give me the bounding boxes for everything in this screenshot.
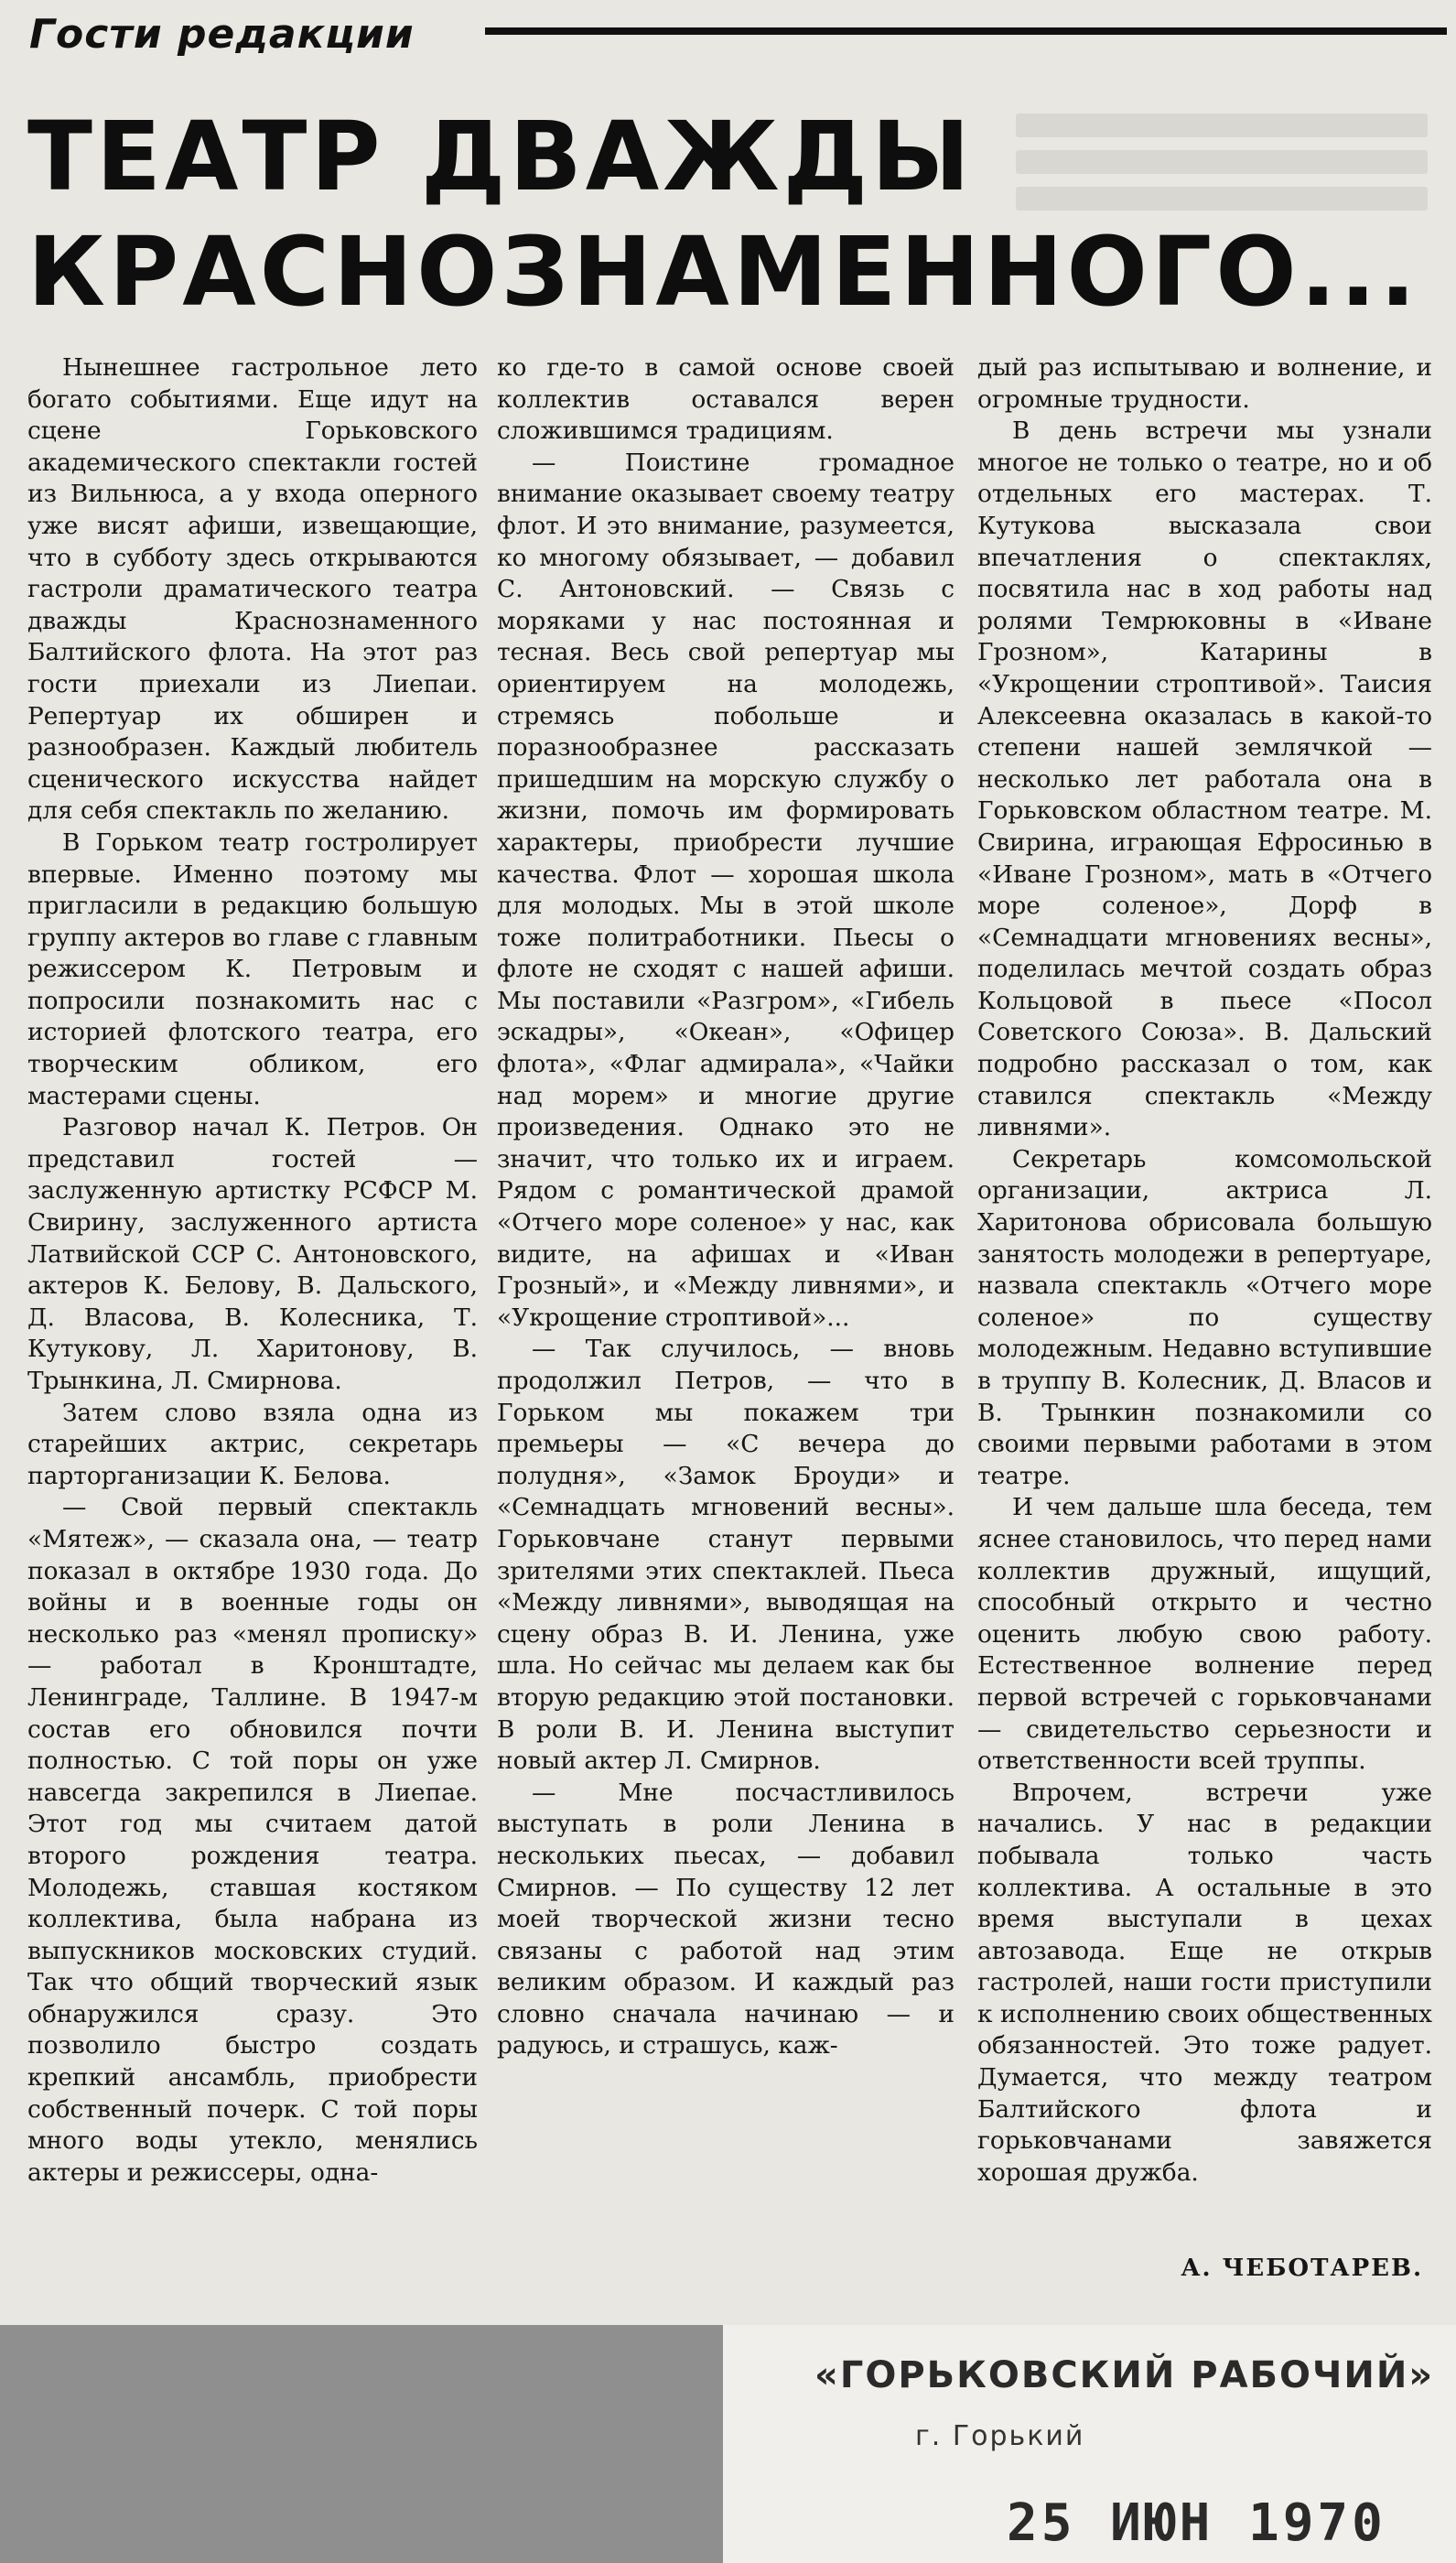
author-signature: А. ЧЕБОТАРЕВ. <box>1181 2255 1423 2282</box>
paragraph: дый раз испытываю и волнение, и огромные трудности. <box>977 353 1432 414</box>
paragraph: И чем дальше шла беседа, тем яснее становилось, что перед нами коллектив дружный, ищущий, способный открыто и честно оценить любую свою работу. Естественное волнение перед первой встречей с горьковчанами — свидетельство серьезности и ответственности всей труппы. <box>977 1493 1432 1776</box>
paragraph: — Так случилось, — вновь продолжил Петров, — что в Горьком мы покажем три премьеры — «С вечера до полудня», «Замок Броуди» и «Семнадцать мгновений весны». Горьковчане станут первыми зрителями этих спектаклей. Пьеса «Между ливнями», выводящая на сцену образ В. И. Ленина, уже шла. Но сейчас мы делаем как бы вторую редакцию этой постановки. В роли В. И. Ленина выступит новый актер Л. Смирнов. <box>497 1335 954 1776</box>
rubric-rule <box>485 27 1447 35</box>
stamp-city: г. Горький <box>915 2420 1085 2452</box>
headline-line-2: КРАСНОЗНАМЕННОГО... <box>27 216 1420 328</box>
paragraph: — Мне посчастливилось выступать в роли Ленина в нескольких пьесах, — добавил Смирнов. — По существу 12 лет моей творческой жизни тесно связаны с работой над этим великим образом. И каждый раз словно сначала начинаю — и радуюсь, и страшусь, каж- <box>497 1778 954 2060</box>
paragraph: Секретарь комсомольской организации, актриса Л. Харитонова обрисовала большую занятость молодежи в репертуаре, назвала спектакль «Отчего море соленое» по существу молодежным. Недавно вступившие в труппу В. Колесник, Д. Власов и В. Трынкин познакомили со своими первыми работами в этом театре. <box>977 1144 1432 1490</box>
paragraph: В день встречи мы узнали многое не только о театре, но и об отдельных его мастерах. Т. Кутукова высказала свои впечатления о спектаклях, посвятила нас в ход работы над ролями Темрюковны в «Иване Грозном», Катарины в «Укрощении строптивой». Таисия Алексеевна оказалась в какой-то степени нашей землячкой — несколько лет работала она в Горьковском областном театре. М. Свирина, играющая Ефросинью в «Иване Грозном», мать в «Отчего море соленое», Дорф в «Семнадцати мгновениях весны», поделилась мечтой создать образ Кольцовой в пьесе «Посол Советского Союза». В. Дальский подробно рассказал о том, как ставился спектакль «Между ливнями». <box>977 416 1432 1142</box>
article-headline <box>27 99 1420 330</box>
article-column-3 <box>977 352 1432 2302</box>
paragraph: Впрочем, встречи уже начались. У нас в редакции побывала только часть коллектива. А остальные в это время выступали в цехах автозавода. Еще не открыв гастролей, наши гости приступили к исполнению своих общественных обязанностей. Это тоже радует. Думается, что между театром Балтийского флота и горьковчанами завяжется хорошая дружба. <box>977 1778 1432 2187</box>
paragraph: ко где-то в самой основе своей коллектив оставался верен сложившимся традициям. <box>497 353 954 446</box>
paragraph: Разговор начал К. Петров. Он представил гостей — заслуженную артистку РСФСР М. Свирину, заслуженного артиста Латвийской ССР С. Антоновского, актеров К. Белову, В. Дальского, Д. Власова, В. Колесника, Т. Кутукову, Л. Харитонову, В. Трынкина, Л. Смирнова. <box>27 1113 478 1395</box>
headline-line-1: ТЕАТР ДВАЖДЫ <box>27 101 974 212</box>
scan-margin <box>0 2325 723 2563</box>
article-column-1 <box>27 352 478 2330</box>
paragraph: Нынешнее гастрольное лето богато событиями. Еще идут на сцене Горьковского академического спектакли гостей из Вильнюса, а у входа оперного уже висят афиши, извещающие, что в субботу здесь открываются гастроли драматического театра дважды Краснознаменного Балтийского флота. На этот раз гости приехали из Лиепаи. Репертуар их обширен и разнообразен. Каждый любитель сценического искусства найдет для себя спектакль по желанию. <box>27 353 478 826</box>
article-column-2 <box>497 352 954 2375</box>
paragraph: Затем слово взяла одна из старейших актрис, секретарь парторганизации К. Белова. <box>27 1398 478 1490</box>
stamp-source-name: «ГОРЬКОВСКИЙ РАБОЧИЙ» <box>814 2354 1435 2396</box>
paragraph: — Поистине громадное внимание оказывает своему театру флот. И это внимание, разумеется, ко многому обязывает, — добавил С. Антоновский. — Связь с моряками у нас постоянная и тесная. Весь свой репертуар мы ориентируем на молодежь, стремясь побольше и поразнообразнее рассказать пришедшим на морскую службу о жизни, помочь им формировать характеры, приобрести лучшие качества. Флот — хорошая школа для молодых. Мы в этой школе тоже политработники. Пьесы о флоте не сходят с нашей афиши. Мы поставили «Разгром», «Гибель эскадры», «Океан», «Офицер флота», «Флаг адмирала», «Чайки над морем» и многие другие произведения. Однако это не значит, что только их и играем. Рядом с романтической драмой «Отчего море соленое» у нас, как видите, на афишах и «Иван Грозный», и «Между ливнями», и «Укрощение строптивой»... <box>497 448 954 1332</box>
paragraph: — Свой первый спектакль «Мятеж», — сказала она, — театр показал в октябре 1930 года. До войны и в военные годы он несколько раз «менял прописку» — работал в Кронштадте, Ленинграде, Таллине. В 1947-м состав его обновился почти полностью. С той поры он уже навсегда закрепился в Лиепае. Этот год мы считаем датой второго рождения театра. Молодежь, ставшая костяком коллектива, была набрана из выпускников московских студий. Так что общий творческий язык обнаружился сразу. Это позволило быстро создать крепкий ансамбль, приобрести собственный почерк. С той поры много воды утекло, менялись актеры и режиссеры, одна- <box>27 1493 478 2187</box>
stamp-date: 25 ИЮН 1970 <box>1007 2493 1386 2553</box>
paragraph: В Горьком театр гостролирует впервые. Именно поэтому мы пригласили в редакцию большую группу актеров во главе с главным режиссером К. Петровым и попросили познакомить нас с историей флотского театра, его творческим обликом, его мастерами сцены. <box>27 827 478 1110</box>
rubric-label: Гости редакции <box>29 11 415 58</box>
